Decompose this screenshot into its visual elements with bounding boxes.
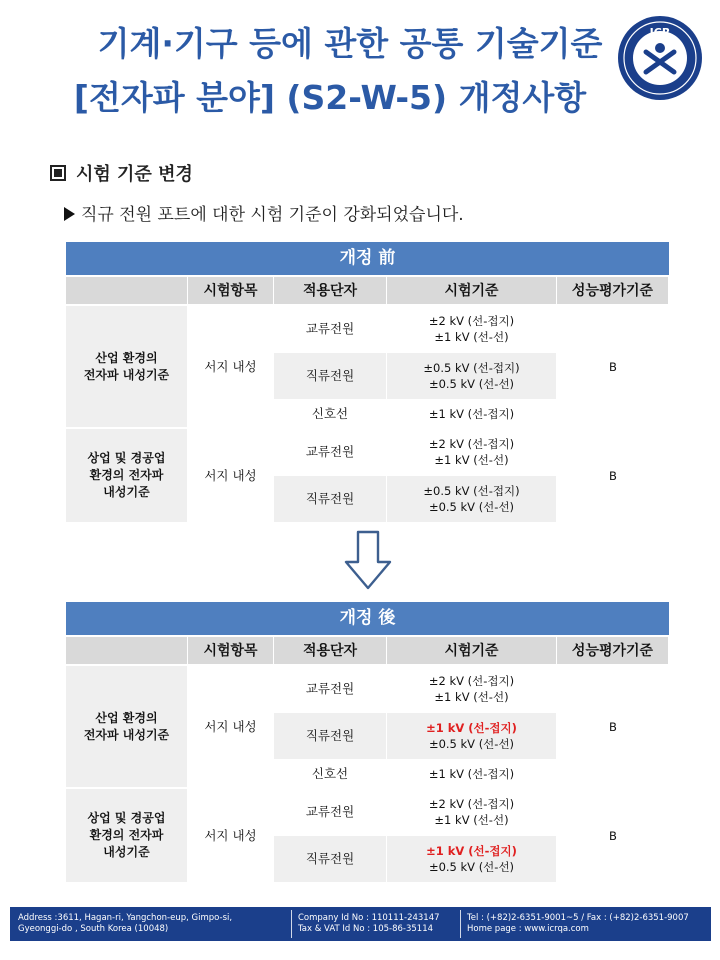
environment-cell: 상업 및 경공업 환경의 전자파 내성기준 [66,429,187,522]
triangle-bullet-icon [64,207,75,221]
column-header: 시험기준 [387,277,556,304]
test-item-cell: 서지 내성 [188,666,273,787]
criteria-cell: ±1 kV (선-접지) ±0.5 kV (선-선) [387,713,556,759]
criteria-cell: ±0.5 kV (선-접지) ±0.5 kV (선-선) [387,476,556,522]
criteria-cell: ±0.5 kV (선-접지) ±0.5 kV (선-선) [387,353,556,399]
criteria-cell: ±2 kV (선-접지) ±1 kV (선-선) [387,429,556,475]
section-title: 시험 기준 변경 [76,164,193,185]
test-item-cell: 서지 내성 [188,306,273,427]
column-header: 시험항목 [188,637,273,664]
column-header: 성능평가기준 [557,637,668,664]
header-blank [66,277,187,304]
grade-cell: B [557,429,669,522]
environment-cell: 산업 환경의 전자파 내성기준 [66,666,187,787]
footer-company: Company Id No : 110111-243147 Tax & VAT Id No : 105-86-35114 [298,913,440,934]
footer-divider [460,910,461,938]
section-heading [50,160,193,186]
terminal-cell: 직류전원 [274,353,386,399]
footer-contact: Tel : (+82)2-6351-9001~5 / Fax : (+82)2-6351-9007 Home page : www.icrqa.com [467,913,689,934]
terminal-cell: 직류전원 [274,836,386,882]
column-header: 성능평가기준 [557,277,668,304]
terminal-cell: 신호선 [274,760,386,787]
terminal-cell: 교류전원 [274,789,386,835]
criteria-cell: ±1 kV (선-접지) ±0.5 kV (선-선) [387,836,556,882]
footer-divider [291,910,292,938]
terminal-cell: 교류전원 [274,306,386,352]
header-blank [66,637,187,664]
icr-logo [616,14,704,102]
bullet-line [64,200,464,225]
table-title: 개정 前 [66,242,669,275]
criteria-cell: ±2 kV (선-접지) ±1 kV (선-선) [387,306,556,352]
down-arrow-icon [344,530,392,590]
terminal-cell: 교류전원 [274,429,386,475]
table-before [66,242,669,524]
terminal-cell: 직류전원 [274,713,386,759]
terminal-cell: 신호선 [274,400,386,427]
footer [10,907,711,941]
bullet-text: 직규 전원 포트에 대한 시험 기준이 강화되었습니다. [81,205,464,225]
environment-cell: 상업 및 경공업 환경의 전자파 내성기준 [66,789,187,882]
test-item-cell: 서지 내성 [188,429,273,522]
svg-text:ICR: ICR [649,26,671,39]
terminal-cell: 직류전원 [274,476,386,522]
grade-cell: B [557,666,669,787]
column-header: 시험항목 [188,277,273,304]
criteria-cell: ±2 kV (선-접지) ±1 kV (선-선) [387,666,556,712]
column-header: 시험기준 [387,637,556,664]
footer-address: Address :3611, Hagan-ri, Yangchon-eup, Gimpo-si, Gyeonggi-do , South Korea (10048) [18,913,233,934]
grade-cell: B [557,306,669,427]
column-header: 적용단자 [274,637,386,664]
checkbox-square-icon [50,165,66,181]
test-item-cell: 서지 내성 [188,789,273,882]
grade-cell: B [557,789,669,882]
criteria-cell: ±1 kV (선-접지) [387,760,556,787]
table-title: 개정 後 [66,602,669,635]
terminal-cell: 교류전원 [274,666,386,712]
column-header: 적용단자 [274,277,386,304]
criteria-cell: ±2 kV (선-접지) ±1 kV (선-선) [387,789,556,835]
criteria-cell: ±1 kV (선-접지) [387,400,556,427]
page-title-line2: [전자파 분야] (S2-W-5) 개정사항 [73,78,587,117]
table-after [66,602,669,884]
environment-cell: 산업 환경의 전자파 내성기준 [66,306,187,427]
page-title-line1: 기계·기구 등에 관한 공통 기술기준 [97,24,603,63]
